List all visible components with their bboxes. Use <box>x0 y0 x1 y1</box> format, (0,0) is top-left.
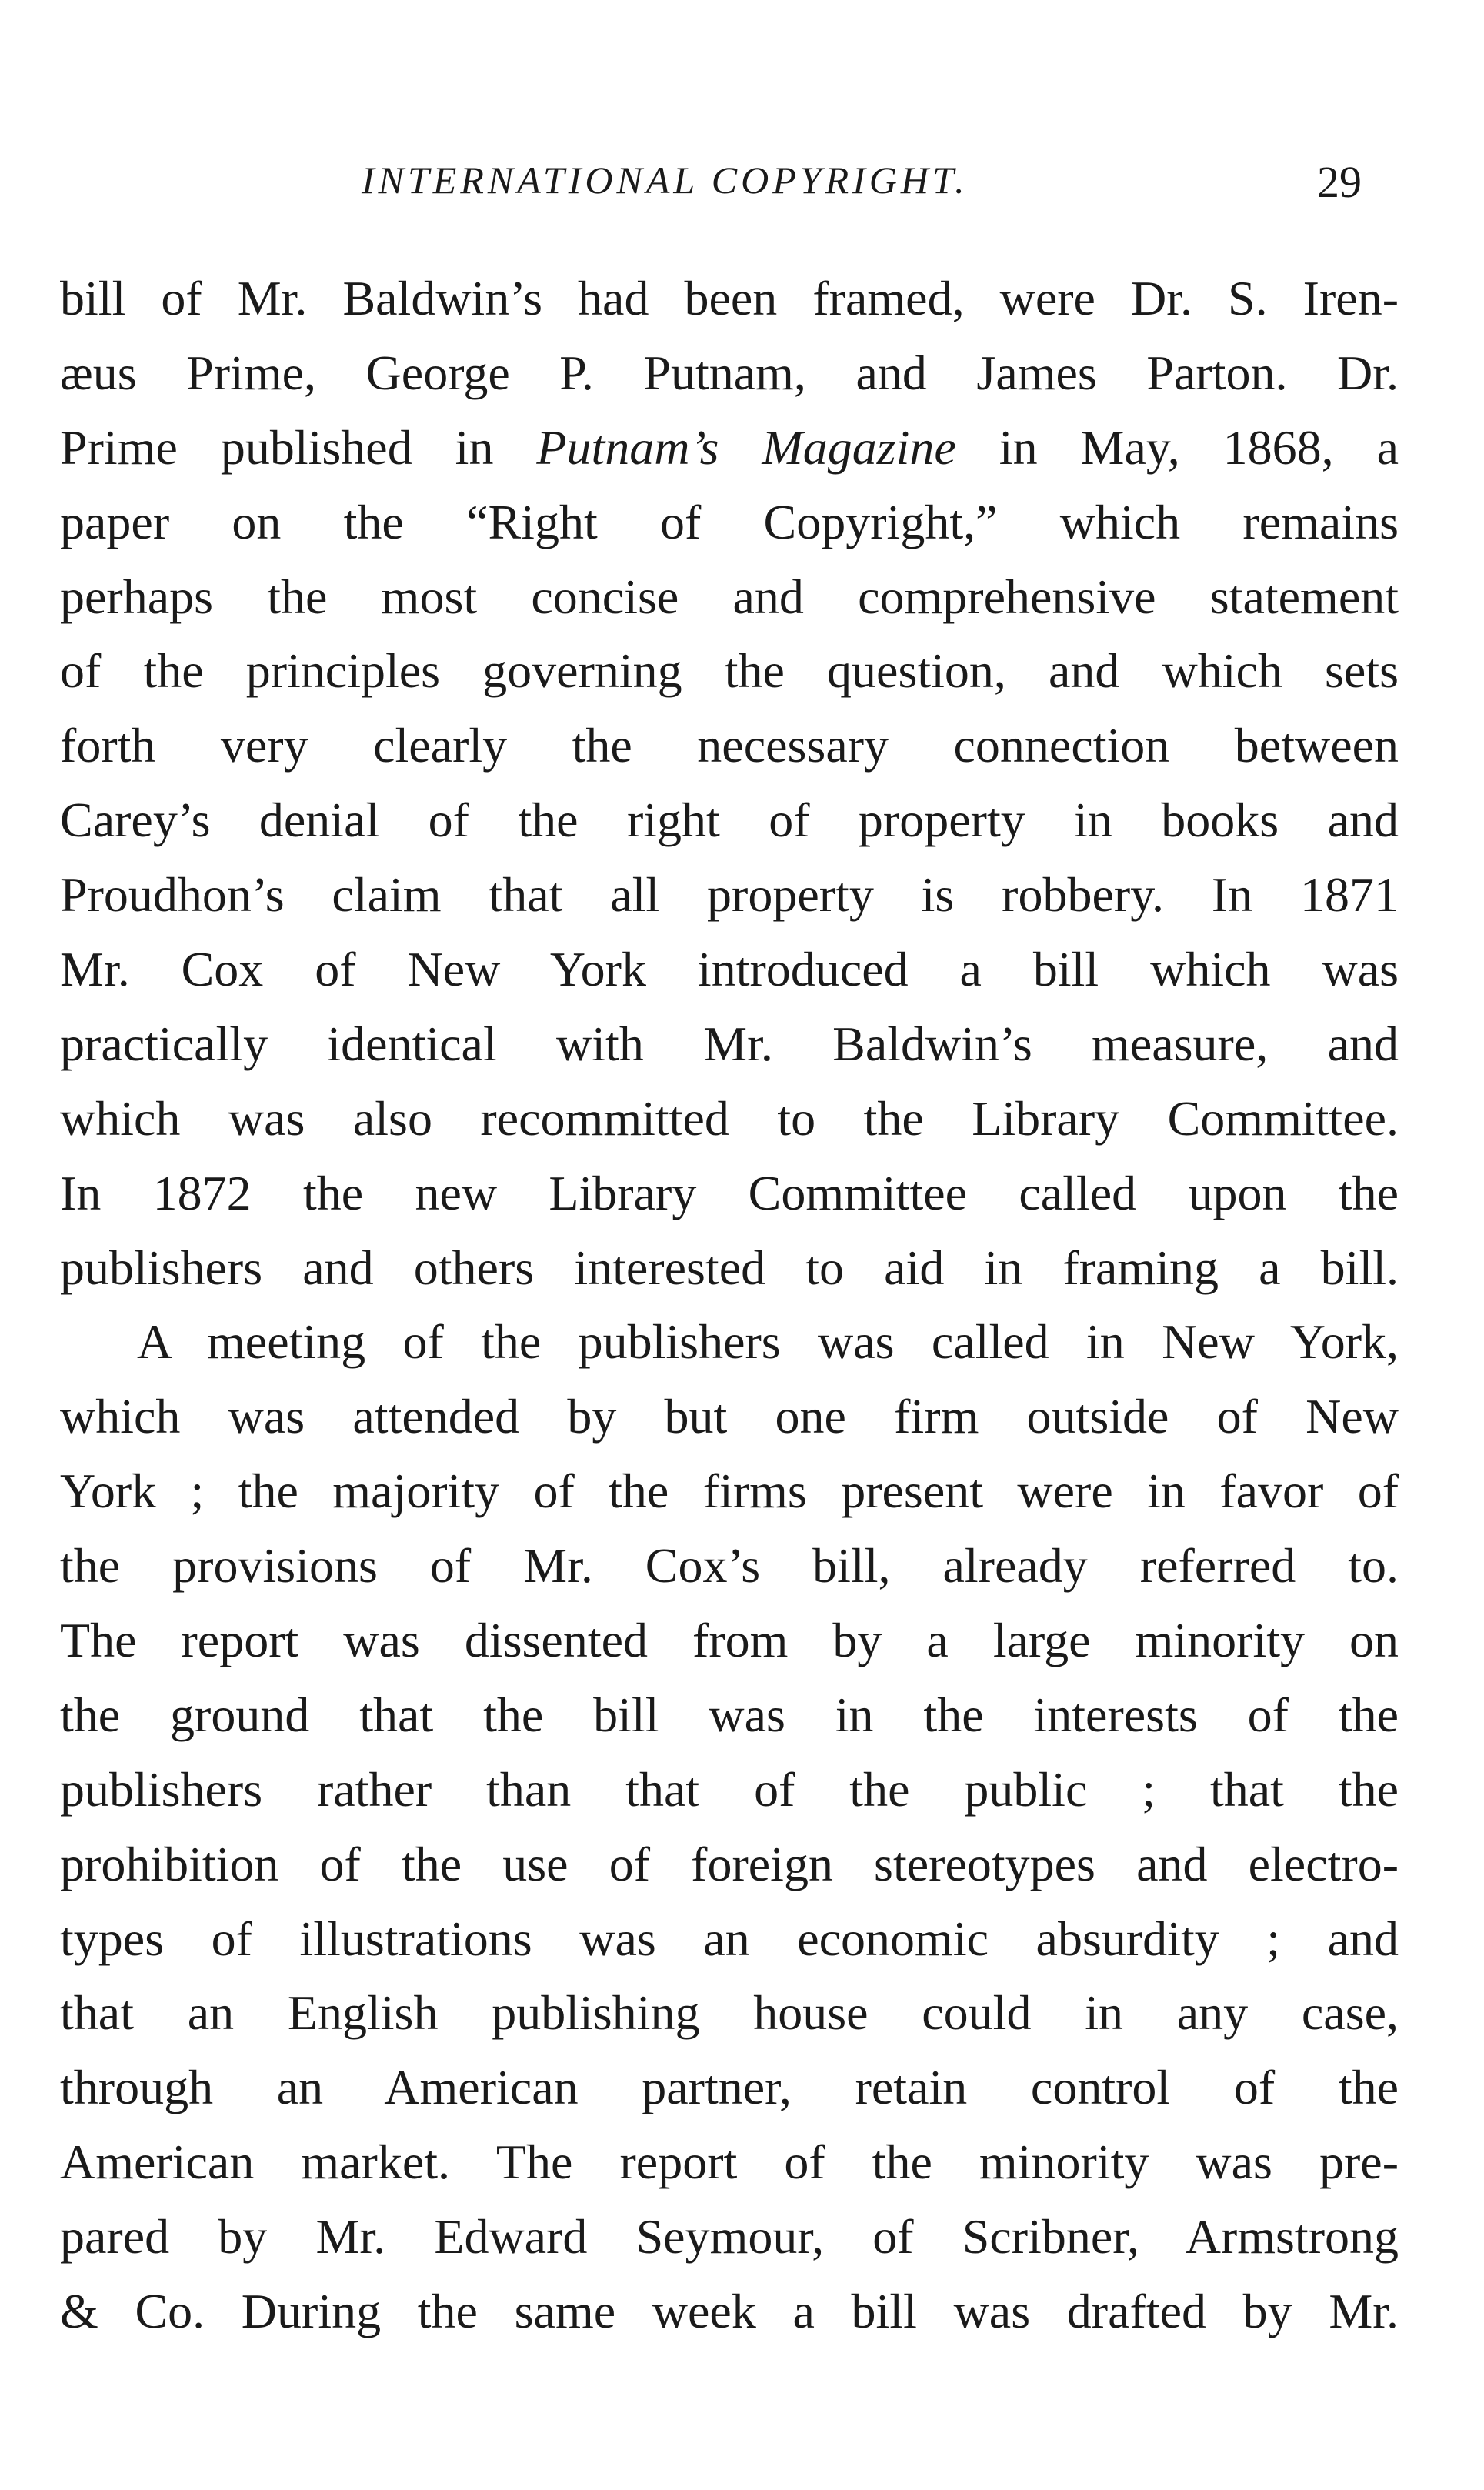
text-line: American market. The report of the minority was pre- <box>60 2135 1399 2190</box>
text-line: the ground that the bill was in the interests of the <box>60 1687 1399 1742</box>
text-line: paper on the “Right of Copyright,” which remains <box>60 494 1399 549</box>
text-line: Proudhon’s claim that all property is robbery. In 1871 <box>60 867 1399 923</box>
text-line: æus Prime, George P. Putnam, and James Parton. Dr. <box>60 345 1399 400</box>
text-line-paragraph-start: A meeting of the publishers was called in New York, <box>137 1314 1399 1370</box>
text-line: practically identical with Mr. Baldwin’s measure, and <box>60 1016 1399 1071</box>
magazine-title: Putnam’s Magazine <box>536 419 956 475</box>
text-line: publishers rather than that of the public ; that the <box>60 1761 1399 1817</box>
text-line: the provisions of Mr. Cox’s bill, already referred to. <box>60 1538 1399 1594</box>
text-line-magazine-title: Prime published in Putnam’s Magazine in May, 1868, a <box>60 419 1399 475</box>
running-head: INTERNATIONAL COPYRIGHT. <box>362 159 969 202</box>
text-line: that an English publishing house could in any case, <box>60 1985 1399 2041</box>
text-line: which was also recommitted to the Library Committee. <box>60 1090 1399 1146</box>
page-header <box>0 158 1484 212</box>
text-line: In 1872 the new Library Committee called upon the <box>60 1165 1399 1220</box>
text-line: bill of Mr. Baldwin’s had been framed, were Dr. S. Iren- <box>60 271 1399 325</box>
text-line: publishers and others interested to aid in framing a bill. <box>60 1240 1399 1295</box>
text-line: which was attended by but one firm outside of New <box>60 1389 1399 1444</box>
text-line: Mr. Cox of New York introduced a bill which was <box>60 942 1399 997</box>
page-number: 29 <box>1317 157 1362 207</box>
text-line: The report was dissented from by a large minority on <box>60 1613 1399 1668</box>
text-line: forth very clearly the necessary connection between <box>60 718 1399 773</box>
text-line: of the principles governing the question, and which sets <box>60 643 1399 699</box>
body-text <box>60 262 1399 2349</box>
text-line: Carey’s denial of the right of property in books and <box>60 793 1399 848</box>
text-line: through an American partner, retain control of the <box>60 2060 1399 2115</box>
text-line: York ; the majority of the firms present were in favor of <box>60 1464 1399 1519</box>
text-line: prohibition of the use of foreign stereotypes and electro- <box>60 1836 1399 1891</box>
text-line: pared by Mr. Edward Seymour, of Scribner, Armstrong <box>60 2209 1399 2265</box>
text-line: perhaps the most concise and comprehensive statement <box>60 569 1399 624</box>
text-line: & Co. During the same week a bill was drafted by Mr. <box>60 2284 1399 2339</box>
text-line: types of illustrations was an economic absurdity ; and <box>60 1911 1399 1966</box>
